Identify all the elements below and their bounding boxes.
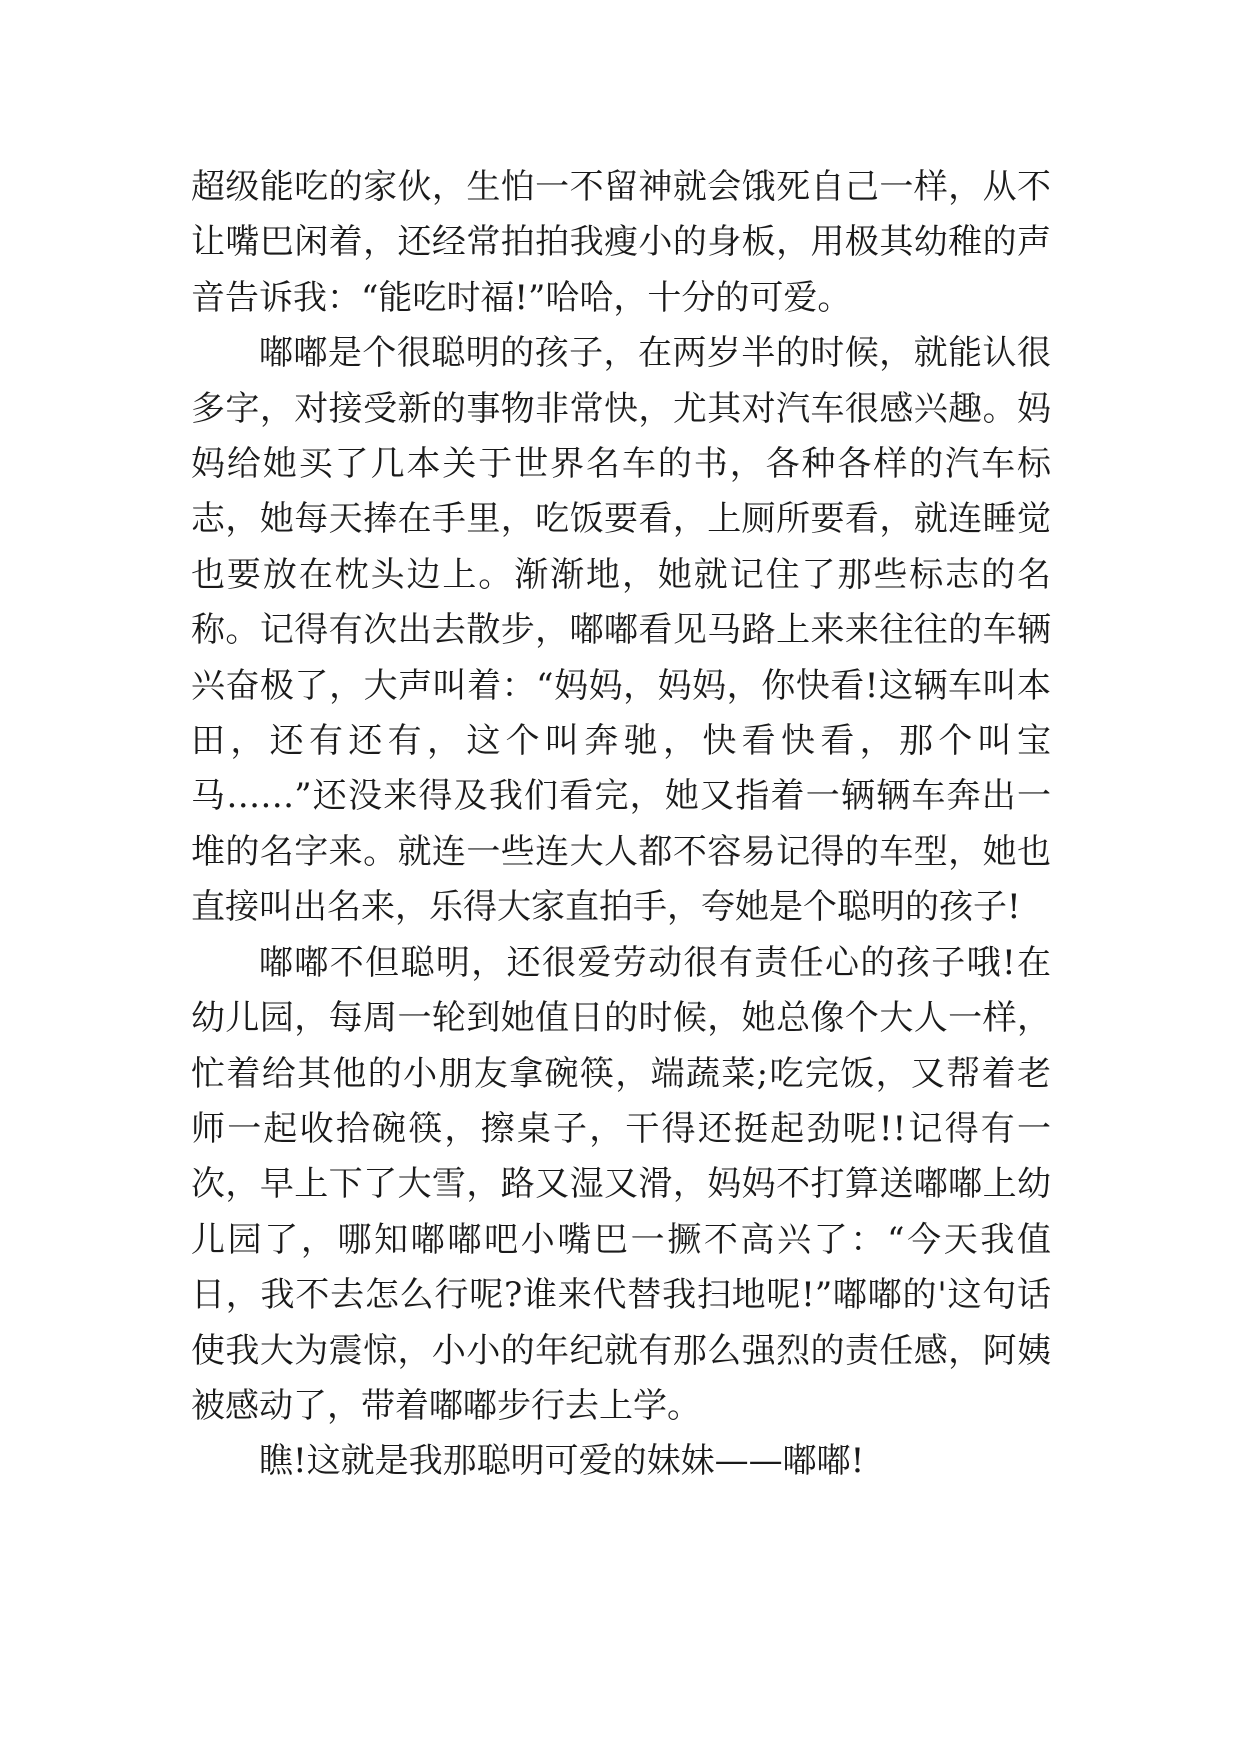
paragraph-4: 瞧!这就是我那聪明可爱的妹妹——嘟嘟! [259, 1441, 865, 1482]
paragraph-3: 嘟嘟不但聪明，还很爱劳动很有责任心的孩子哦!在幼儿园，每周一轮到她值日的时候，她总像个大人一样，忙着给其他的小朋友拿碗筷，端蔬菜;吃完饭，又帮着老师一起收拾碗筷，擦桌子，干得还挺起劲呢!!记得有一次，早上下了大雪，路又湿又滑，妈妈不打算送嘟嘟上幼儿园了，哪知嘟嘟吧小嘴巴一撅不高兴了：“今天我值日，我不去怎么行呢?谁来代替我扫地呢!”嘟嘟的'这句话使我大为震惊，小小的年纪就有那么强烈的责任感，阿姨被感动了，带着嘟嘟步行去上学。 [191, 942, 1051, 1426]
document-body [191, 160, 1051, 1490]
paragraph-1: 超级能吃的家伙，生怕一不留神就会饿死自己一样，从不让嘴巴闲着，还经常拍拍我瘦小的身板，用极其幼稚的声音告诉我：“能吃时福!”哈哈，十分的可爱。 [191, 167, 1051, 318]
paragraph-2: 嘟嘟是个很聪明的孩子，在两岁半的时候，就能认很多字，对接受新的事物非常快，尤其对汽车很感兴趣。妈妈给她买了几本关于世界名车的书，各种各样的汽车标志，她每天捧在手里，吃饭要看，上厕所要看，就连睡觉也要放在枕头边上。渐渐地，她就记住了那些标志的名称。记得有次出去散步，嘟嘟看见马路上来来往往的车辆兴奋极了，大声叫着：“妈妈，妈妈，你快看!这辆车叫本田，还有还有，这个叫奔驰，快看快看，那个叫宝马……”还没来得及我们看完，她又指着一辆辆车奔出一堆的名字来。就连一些连大人都不容易记得的车型，她也直接叫出名来，乐得大家直拍手，夸她是个聪明的孩子! [191, 333, 1051, 928]
